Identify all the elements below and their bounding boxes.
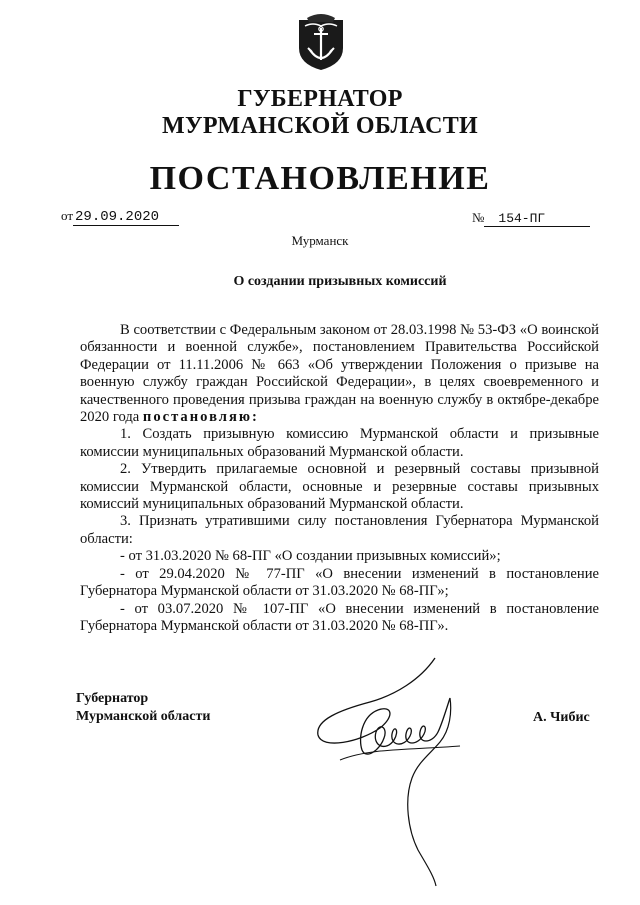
- city: Мурманск: [291, 233, 349, 248]
- intro-text: В соответствии с Федеральным законом от 28.03.1998 № 53-ФЗ «О воинской обязанности и военной службе», постановлением Правительства Российской Федерации от 11.11.2006 № 663 «Об утверждении Положения о призыве на военную службу граждан Российской Федерации», в целях своевременного и качественного проведения призыва граждан на военную службу в октябре-декабре 2020 года: [80, 322, 599, 426]
- position-line-1: Губернатор: [76, 691, 149, 706]
- date-prefix: от: [61, 208, 74, 223]
- signatory-position: [76, 690, 210, 726]
- repealed-1: - от 31.03.2020 № 68-ПГ «О создании призывных комиссий»;: [120, 548, 501, 565]
- number-block: [472, 210, 590, 227]
- item-1: 1. Создать призывную комиссию Мурманской области и призывные комиссии муниципальных образований Мурманской области.: [80, 426, 599, 460]
- document-number: 154-ПГ: [484, 211, 590, 227]
- position-line-2: Мурманской области: [76, 709, 211, 724]
- document-body: [80, 322, 599, 635]
- signatory-name: А. Чибис: [533, 710, 590, 725]
- number-prefix: №: [472, 210, 485, 225]
- coat-of-arms-icon: [297, 12, 345, 72]
- title-line-2: МУРМАНСКОЙ ОБЛАСТИ: [162, 113, 478, 139]
- governor-title: [0, 86, 640, 140]
- title-line-1: ГУБЕРНАТОР: [237, 86, 403, 112]
- date-block: [61, 208, 179, 226]
- repealed-2: - от 29.04.2020 № 77-ПГ «О внесении изменений в постановление Губернатора Мурманской области от 31.03.2020 № 68-ПГ»;: [80, 565, 599, 600]
- document-subject: О создании призывных комиссий: [233, 274, 447, 289]
- intro-paragraph: [80, 322, 599, 426]
- decree-word: постановляю:: [142, 409, 259, 426]
- repealed-3: - от 03.07.2020 № 107-ПГ «О внесении изменений в постановление Губернатора Мурманской области от 31.03.2020 № 68-ПГ».: [80, 600, 599, 634]
- document-type: ПОСТАНОВЛЕНИЕ: [149, 160, 491, 197]
- signature-icon: [300, 650, 500, 890]
- document-date: 29.09.2020: [73, 209, 179, 226]
- item-3: 3. Признать утратившими силу постановления Губернатора Мурманской области:: [80, 513, 599, 547]
- item-2: 2. Утвердить прилагаемые основной и резервный составы призывной комиссии Мурманской области, основные и резервные составы призывных комиссий муниципальных образований Мурманской области.: [80, 461, 599, 513]
